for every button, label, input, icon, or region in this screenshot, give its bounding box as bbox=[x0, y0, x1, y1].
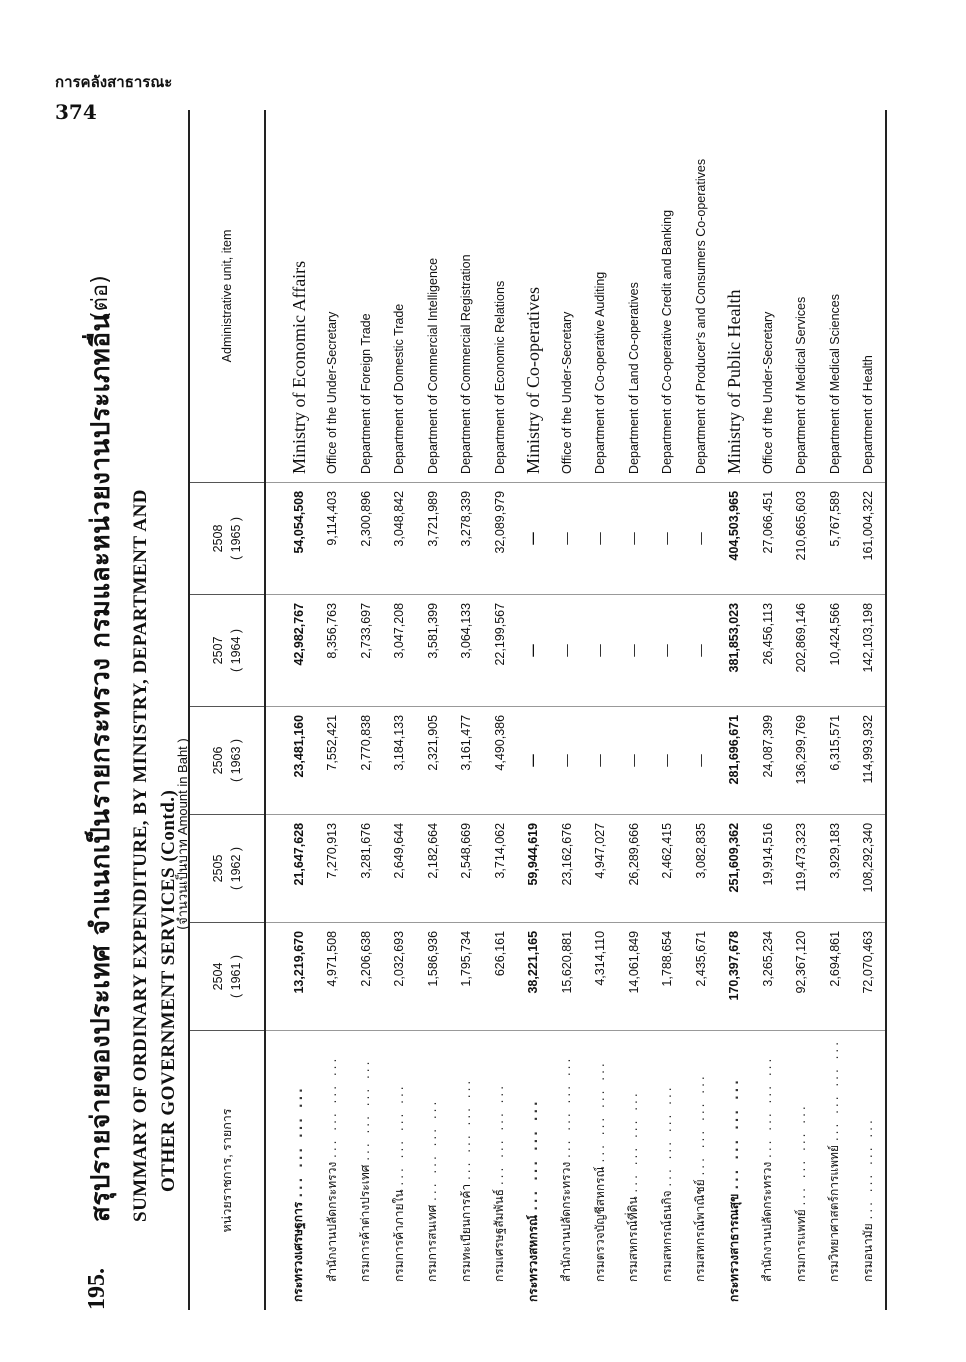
expenditure-table bbox=[188, 110, 887, 1310]
cell-amount: 4,947,027 bbox=[584, 814, 618, 922]
cell-amount: 7,552,421 bbox=[316, 706, 350, 814]
unit-note-english: Amount in Baht ) bbox=[175, 738, 190, 836]
cell-amount: 14,061,849 bbox=[617, 922, 651, 1030]
row-thai-label bbox=[483, 1030, 517, 1310]
row-english-label: Ministry of Co-operatives bbox=[517, 110, 551, 482]
leader-dots: ... ... ... ... bbox=[458, 1077, 473, 1181]
cell-amount: 136,299,769 bbox=[785, 706, 819, 814]
row-thai-label bbox=[584, 1030, 618, 1310]
cell-amount: 3,184,133 bbox=[383, 706, 417, 814]
cell-amount: 2,206,638 bbox=[349, 922, 383, 1030]
year-be: 2505 bbox=[211, 854, 225, 883]
cell-amount: 3,047,208 bbox=[383, 594, 417, 706]
row-english-label: Department of Domestic Trade bbox=[383, 110, 417, 482]
leader-dots: ... ... ... ... bbox=[793, 1103, 808, 1206]
row-english-label: Department of Commercial Intelligence bbox=[416, 110, 450, 482]
table-number: 195. bbox=[84, 1268, 110, 1310]
leader-dots: ... ... ... ... bbox=[592, 1060, 607, 1163]
row-english-label: Department of Land Co-operatives bbox=[617, 110, 651, 482]
leader-dots: ... ... ... ... bbox=[559, 1055, 574, 1158]
cell-amount: 92,367,120 bbox=[785, 922, 819, 1030]
row-thai-text: กรมการแพทย์ bbox=[793, 1209, 808, 1282]
unit-note bbox=[172, 738, 193, 930]
cell-amount: 2,548,669 bbox=[450, 814, 484, 922]
cell-amount: — bbox=[651, 594, 685, 706]
cell-amount: 38,221,165 bbox=[517, 922, 551, 1030]
row-thai-label bbox=[718, 1030, 752, 1310]
row-thai-text: กรมสหกรณ์ที่ดิน bbox=[626, 1196, 641, 1282]
cell-amount: 381,853,023 bbox=[718, 594, 752, 706]
row-thai-label bbox=[550, 1030, 584, 1310]
cell-amount: 3,161,477 bbox=[450, 706, 484, 814]
cell-amount: — bbox=[550, 594, 584, 706]
table-row bbox=[450, 110, 484, 1310]
table-row bbox=[617, 110, 651, 1310]
cell-amount: — bbox=[517, 594, 551, 706]
row-english-label: Office of the Under-Secretary bbox=[751, 110, 785, 482]
row-thai-text: สำนักงานปลัดกระทรวง bbox=[559, 1161, 574, 1282]
leader-dots: ... ... ... ... bbox=[659, 1084, 674, 1187]
cell-amount: 251,609,362 bbox=[718, 814, 752, 922]
row-english-label: Department of Medical Sciences bbox=[818, 110, 852, 482]
cell-amount: 5,767,589 bbox=[818, 482, 852, 594]
row-thai-text: กระทรวงสหกรณ์ bbox=[525, 1214, 540, 1302]
cell-amount: 23,162,676 bbox=[550, 814, 584, 922]
row-thai-label bbox=[349, 1030, 383, 1310]
row-english-label: Department of Foreign Trade bbox=[349, 110, 383, 482]
row-thai-label bbox=[450, 1030, 484, 1310]
table-row bbox=[349, 110, 383, 1310]
cell-amount: 4,490,386 bbox=[483, 706, 517, 814]
table-row bbox=[651, 110, 685, 1310]
leader-dots: ... ... ... ... bbox=[726, 1077, 741, 1190]
row-thai-text: กรมตรวจบัญชีสหกรณ์ bbox=[592, 1166, 607, 1282]
row-thai-label bbox=[316, 1030, 350, 1310]
cell-amount: 59,944,619 bbox=[517, 814, 551, 922]
row-thai-text: กรมอนามัย bbox=[860, 1223, 875, 1282]
table-row bbox=[818, 110, 852, 1310]
year-be: 2508 bbox=[211, 524, 225, 553]
table-row bbox=[316, 110, 350, 1310]
cell-amount: 210,665,603 bbox=[785, 482, 819, 594]
cell-amount: 1,788,654 bbox=[651, 922, 685, 1030]
table-row bbox=[383, 110, 417, 1310]
header-year bbox=[189, 706, 265, 814]
cell-amount: 9,114,403 bbox=[316, 482, 350, 594]
page-number: 374 bbox=[55, 100, 97, 124]
table-body bbox=[265, 110, 886, 1310]
row-thai-text: กรมสหกรณ์พาณิชย์ bbox=[693, 1179, 708, 1282]
cell-amount: 10,424,566 bbox=[818, 594, 852, 706]
table-row bbox=[785, 110, 819, 1310]
table-row bbox=[852, 110, 887, 1310]
cell-amount: 2,649,644 bbox=[383, 814, 417, 922]
cell-amount: 3,721,989 bbox=[416, 482, 450, 594]
table-row bbox=[684, 110, 718, 1310]
cell-amount: 1,795,734 bbox=[450, 922, 484, 1030]
title-english-line2: OTHER GOVERNMENT SERVICES (Contd.) bbox=[158, 789, 179, 1192]
cell-amount: 13,219,670 bbox=[265, 922, 316, 1030]
row-english-label: Ministry of Public Health bbox=[718, 110, 752, 482]
leader-dots: ... ... ... ... bbox=[425, 1098, 440, 1201]
cell-amount: 26,456,113 bbox=[751, 594, 785, 706]
year-be: 2507 bbox=[211, 636, 225, 665]
cell-amount: — bbox=[617, 706, 651, 814]
cell-amount: 170,397,678 bbox=[718, 922, 752, 1030]
leader-dots: ... ... ... ... bbox=[358, 1058, 373, 1161]
leader-dots: ... ... ... ... bbox=[291, 1085, 306, 1198]
cell-amount: — bbox=[617, 594, 651, 706]
rotated-table-page bbox=[72, 110, 932, 1310]
row-thai-label bbox=[852, 1030, 887, 1310]
year-ad: ( 1963 ) bbox=[229, 738, 243, 782]
header-thai-unit: หน่วยราชการ, รายการ bbox=[189, 1030, 265, 1310]
leader-dots: ... ... ... ... bbox=[827, 1038, 842, 1142]
table-row bbox=[550, 110, 584, 1310]
cell-amount: — bbox=[651, 706, 685, 814]
table-row bbox=[265, 110, 316, 1310]
row-thai-text: กรมการค้าต่างประเทศ bbox=[358, 1164, 373, 1282]
header-year bbox=[189, 814, 265, 922]
table-header-row bbox=[189, 110, 265, 1310]
row-thai-text: กรมการค้าภายใน bbox=[391, 1189, 406, 1282]
table-row bbox=[718, 110, 752, 1310]
cell-amount: 15,620,881 bbox=[550, 922, 584, 1030]
cell-amount: 3,281,676 bbox=[349, 814, 383, 922]
row-thai-label bbox=[265, 1030, 316, 1310]
cell-amount: 4,971,508 bbox=[316, 922, 350, 1030]
cell-amount: 7,270,913 bbox=[316, 814, 350, 922]
cell-amount: 2,182,664 bbox=[416, 814, 450, 922]
cell-amount: 108,292,340 bbox=[852, 814, 887, 922]
table-row bbox=[517, 110, 551, 1310]
cell-amount: 8,356,763 bbox=[316, 594, 350, 706]
year-be: 2506 bbox=[211, 746, 225, 775]
cell-amount: 24,087,399 bbox=[751, 706, 785, 814]
row-english-label: Department of Co-operative Auditing bbox=[584, 110, 618, 482]
title-english-line1: SUMMARY OF ORDINARY EXPENDITURE, BY MINISTRY, DEPARTMENT AND bbox=[130, 488, 151, 1222]
row-thai-text: สำนักงานปลัดกระทรวง bbox=[760, 1161, 775, 1282]
cell-amount: 32,089,979 bbox=[483, 482, 517, 594]
row-thai-text: สำนักงานปลัดกระทรวง bbox=[324, 1161, 339, 1282]
leader-dots: ... ... ... ... bbox=[860, 1117, 875, 1220]
row-thai-text: กระทรวงเศรษฐการ bbox=[291, 1201, 306, 1302]
row-thai-text: กรมวิทยาศาสตร์การแพทย์ bbox=[827, 1145, 842, 1282]
cell-amount: 202,869,146 bbox=[785, 594, 819, 706]
cell-amount: — bbox=[550, 706, 584, 814]
cell-amount: 2,032,693 bbox=[383, 922, 417, 1030]
row-thai-label bbox=[785, 1030, 819, 1310]
cell-amount: 3,048,842 bbox=[383, 482, 417, 594]
unit-note-thai: (จำนวนเป็นบาท bbox=[176, 839, 191, 930]
cell-amount: 2,733,697 bbox=[349, 594, 383, 706]
row-english-label: Office of the Under-Secretary bbox=[316, 110, 350, 482]
header-english-unit: Administrative unit, item bbox=[189, 110, 265, 482]
row-english-label: Department of Co-operative Credit and Banking bbox=[651, 110, 685, 482]
cell-amount: — bbox=[651, 482, 685, 594]
cell-amount: 21,647,628 bbox=[265, 814, 316, 922]
year-ad: ( 1964 ) bbox=[229, 628, 243, 672]
cell-amount: 1,586,936 bbox=[416, 922, 450, 1030]
row-english-label: Ministry of Economic Affairs bbox=[265, 110, 316, 482]
cell-amount: 72,070,463 bbox=[852, 922, 887, 1030]
cell-amount: 404,503,965 bbox=[718, 482, 752, 594]
leader-dots: ... ... ... ... bbox=[626, 1090, 641, 1193]
cell-amount: — bbox=[517, 706, 551, 814]
row-thai-text: กรมเศรษฐสัมพันธ์ bbox=[492, 1189, 507, 1282]
title-contd-thai: (ต่อ) bbox=[88, 275, 113, 320]
row-thai-label bbox=[517, 1030, 551, 1310]
row-thai-label bbox=[751, 1030, 785, 1310]
row-thai-text: กระทรวงสาธารณสุข bbox=[726, 1193, 741, 1302]
row-english-label: Department of Commercial Registration bbox=[450, 110, 484, 482]
cell-amount: 3,714,062 bbox=[483, 814, 517, 922]
table-row bbox=[416, 110, 450, 1310]
cell-amount: 2,300,896 bbox=[349, 482, 383, 594]
row-thai-text: กรมสหกรณ์ธนกิจ bbox=[659, 1190, 674, 1282]
row-thai-label bbox=[617, 1030, 651, 1310]
year-ad: ( 1961 ) bbox=[229, 954, 243, 998]
cell-amount: 281,696,671 bbox=[718, 706, 752, 814]
running-head: การคลังสาธารณะ bbox=[55, 73, 173, 91]
year-ad: ( 1962 ) bbox=[229, 846, 243, 890]
cell-amount: 6,315,571 bbox=[818, 706, 852, 814]
row-thai-label bbox=[651, 1030, 685, 1310]
leader-dots: ... ... ... ... bbox=[492, 1082, 507, 1186]
header-year bbox=[189, 482, 265, 594]
title-thai: สรุปรายจ่ายของประเทศ จำแนกเป็นรายกระทรวง กรมและหน่วยงานประเภทอื่น bbox=[86, 313, 116, 1222]
header-year bbox=[189, 594, 265, 706]
cell-amount: 161,004,322 bbox=[852, 482, 887, 594]
cell-amount: 3,082,835 bbox=[684, 814, 718, 922]
cell-amount: 22,199,567 bbox=[483, 594, 517, 706]
cell-amount: 626,161 bbox=[483, 922, 517, 1030]
leader-dots: ... ... ... ... bbox=[693, 1073, 708, 1176]
cell-amount: 114,993,932 bbox=[852, 706, 887, 814]
cell-amount: — bbox=[684, 594, 718, 706]
cell-amount: — bbox=[617, 482, 651, 594]
cell-amount: 119,473,323 bbox=[785, 814, 819, 922]
year-be: 2504 bbox=[211, 962, 225, 991]
cell-amount: — bbox=[584, 482, 618, 594]
cell-amount: — bbox=[584, 594, 618, 706]
cell-amount: — bbox=[517, 482, 551, 594]
leader-dots: ... ... ... ... bbox=[324, 1055, 339, 1158]
row-english-label: Department of Producer's and Consumers Co-operatives bbox=[684, 110, 718, 482]
leader-dots: ... ... ... ... bbox=[391, 1083, 406, 1186]
cell-amount: — bbox=[584, 706, 618, 814]
cell-amount: 19,914,516 bbox=[751, 814, 785, 922]
header-year bbox=[189, 922, 265, 1030]
leader-dots: ... ... ... ... bbox=[525, 1098, 540, 1211]
row-thai-label bbox=[684, 1030, 718, 1310]
cell-amount: 3,581,399 bbox=[416, 594, 450, 706]
row-english-label: Office of the Under-Secretary bbox=[550, 110, 584, 482]
cell-amount: — bbox=[684, 482, 718, 594]
row-thai-text: กรมทะเบียนการค้า bbox=[458, 1183, 473, 1282]
cell-amount: 2,321,905 bbox=[416, 706, 450, 814]
cell-amount: 3,265,234 bbox=[751, 922, 785, 1030]
cell-amount: 54,054,508 bbox=[265, 482, 316, 594]
table-row bbox=[483, 110, 517, 1310]
cell-amount: 23,481,160 bbox=[265, 706, 316, 814]
table-row bbox=[751, 110, 785, 1310]
cell-amount: 2,462,415 bbox=[651, 814, 685, 922]
cell-amount: 4,314,110 bbox=[584, 922, 618, 1030]
year-ad: ( 1965 ) bbox=[229, 516, 243, 560]
row-thai-text: กรมการสนเทศ bbox=[425, 1204, 440, 1282]
cell-amount: 2,435,671 bbox=[684, 922, 718, 1030]
cell-amount: 26,289,666 bbox=[617, 814, 651, 922]
row-english-label: Department of Health bbox=[852, 110, 887, 482]
cell-amount: 3,064,133 bbox=[450, 594, 484, 706]
table-row bbox=[584, 110, 618, 1310]
row-thai-label bbox=[818, 1030, 852, 1310]
row-english-label: Department of Medical Services bbox=[785, 110, 819, 482]
cell-amount: 42,982,767 bbox=[265, 594, 316, 706]
row-english-label: Department of Economic Relations bbox=[483, 110, 517, 482]
row-thai-label bbox=[383, 1030, 417, 1310]
cell-amount: — bbox=[684, 706, 718, 814]
cell-amount: — bbox=[550, 482, 584, 594]
cell-amount: 27,066,451 bbox=[751, 482, 785, 594]
leader-dots: ... ... ... ... bbox=[760, 1055, 775, 1158]
cell-amount: 142,103,198 bbox=[852, 594, 887, 706]
cell-amount: 2,694,861 bbox=[818, 922, 852, 1030]
cell-amount: 3,929,183 bbox=[818, 814, 852, 922]
row-thai-label bbox=[416, 1030, 450, 1310]
cell-amount: 2,770,838 bbox=[349, 706, 383, 814]
cell-amount: 3,278,339 bbox=[450, 482, 484, 594]
